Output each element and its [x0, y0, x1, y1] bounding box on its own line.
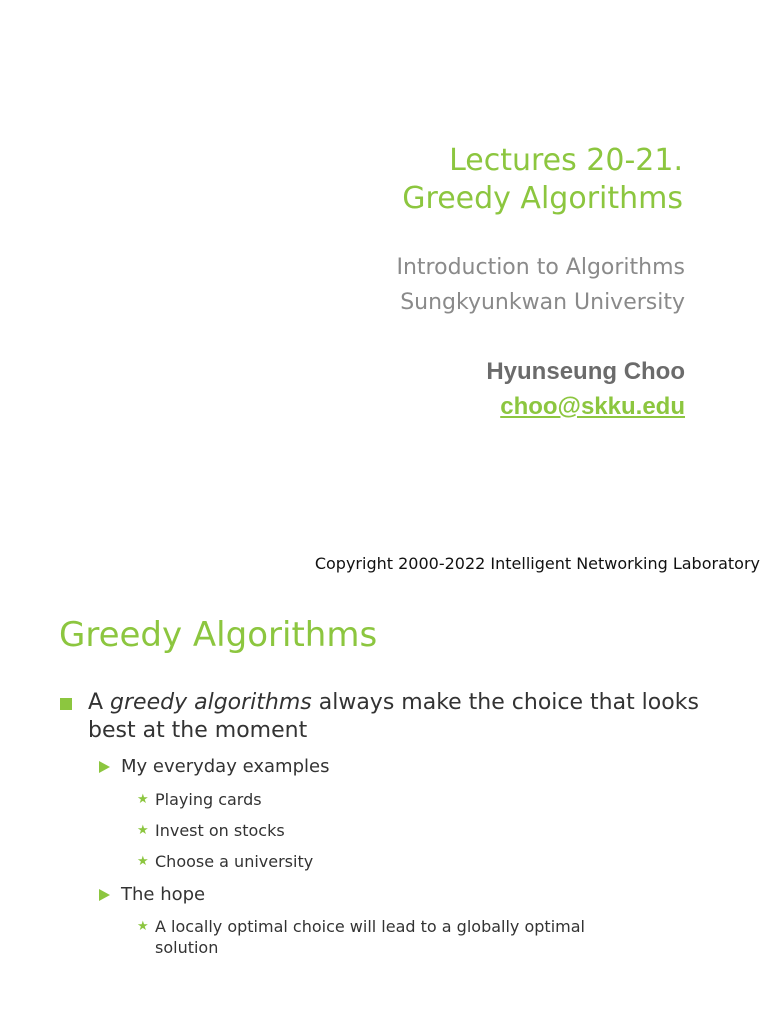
bullet-text: [88, 689, 700, 745]
list-item-invest-stocks: [137, 820, 657, 841]
lecture-title-line-1: Lectures 20-21.: [449, 143, 683, 178]
content-slide: [0, 585, 768, 1024]
bullet-suffix: always make the choice that looks best at the moment: [88, 690, 699, 743]
square-bullet-icon: [60, 698, 72, 710]
triangle-bullet-icon: [99, 889, 110, 901]
list-item-text: Invest on stocks: [155, 821, 285, 840]
list-item-locally-optimal: [137, 916, 637, 958]
list-item-playing-cards: [137, 789, 657, 810]
author-email-link[interactable]: choo@skku.edu: [500, 393, 685, 420]
copyright-notice: Copyright 2000-2022 Intelligent Networking Laboratory: [314, 554, 760, 573]
list-item-text: Choose a university: [155, 852, 314, 871]
lecture-title: [402, 142, 683, 218]
list-item-choose-university: [137, 851, 657, 872]
bullet-greedy-definition: [60, 689, 700, 745]
star-bullet-icon: ★: [137, 854, 149, 869]
star-bullet-icon: ★: [137, 823, 149, 838]
sub-bullet-label: The hope: [121, 884, 206, 905]
star-bullet-icon: ★: [137, 919, 149, 934]
author-name: Hyunseung Choo: [486, 358, 685, 385]
sub-bullet-everyday-examples: [99, 756, 329, 778]
course-name: Introduction to Algorithms: [396, 255, 685, 280]
course-subtitle: [396, 250, 685, 320]
sub-bullet-the-hope: [99, 884, 205, 906]
list-item-text: Playing cards: [155, 790, 262, 809]
bullet-prefix: A: [88, 690, 111, 715]
sub-bullet-label: My everyday examples: [121, 756, 330, 777]
slide-title: Greedy Algorithms: [59, 615, 378, 655]
author-block: [486, 354, 685, 424]
university-name: Sungkyunkwan University: [400, 290, 685, 315]
bullet-emphasis: greedy algorithms: [110, 690, 312, 715]
star-bullet-icon: ★: [137, 792, 149, 807]
lecture-title-line-2: Greedy Algorithms: [402, 181, 683, 216]
list-item-text: A locally optimal choice will lead to a globally optimal solution: [155, 917, 585, 957]
triangle-bullet-icon: [99, 761, 110, 773]
